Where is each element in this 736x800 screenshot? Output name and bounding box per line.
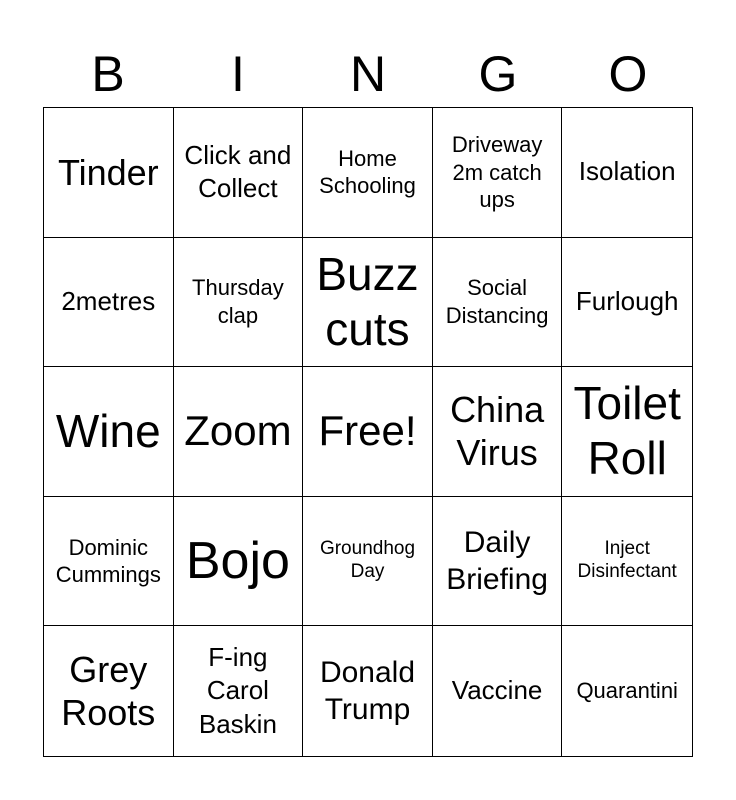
- bingo-cell[interactable]: Zoom: [174, 367, 304, 497]
- bingo-cell[interactable]: Groundhog Day: [303, 497, 433, 627]
- bingo-cell[interactable]: Isolation: [562, 108, 692, 238]
- bingo-cell[interactable]: Social Distancing: [433, 238, 563, 368]
- bingo-cell[interactable]: Home Schooling: [303, 108, 433, 238]
- bingo-cell[interactable]: Grey Roots: [44, 626, 174, 756]
- bingo-cell[interactable]: Dominic Cummings: [44, 497, 174, 627]
- bingo-cell[interactable]: Donald Trump: [303, 626, 433, 756]
- bingo-cell[interactable]: China Virus: [433, 367, 563, 497]
- bingo-cell[interactable]: F-ing Carol Baskin: [174, 626, 304, 756]
- bingo-cell[interactable]: Furlough: [562, 238, 692, 368]
- header-letter-b: B: [91, 46, 125, 102]
- header-letter-o: O: [608, 46, 648, 102]
- bingo-cell[interactable]: Free!: [303, 367, 433, 497]
- bingo-cell[interactable]: Tinder: [44, 108, 174, 238]
- bingo-cell[interactable]: Vaccine: [433, 626, 563, 756]
- bingo-cell[interactable]: Driveway 2m catch ups: [433, 108, 563, 238]
- bingo-cell[interactable]: Wine: [44, 367, 174, 497]
- header-letter-i: I: [231, 46, 245, 102]
- bingo-cell[interactable]: Daily Briefing: [433, 497, 563, 627]
- bingo-cell[interactable]: Thursday clap: [174, 238, 304, 368]
- bingo-cell[interactable]: Buzz cuts: [303, 238, 433, 368]
- bingo-cell[interactable]: Click and Collect: [174, 108, 304, 238]
- bingo-cell[interactable]: Toilet Roll: [562, 367, 692, 497]
- bingo-cell[interactable]: Bojo: [174, 497, 304, 627]
- bingo-header: [43, 40, 693, 108]
- bingo-board: [43, 107, 693, 757]
- bingo-cell[interactable]: 2metres: [44, 238, 174, 368]
- bingo-cell[interactable]: Quarantini: [576, 678, 678, 704]
- bingo-cell[interactable]: Inject Disinfectant: [562, 497, 692, 627]
- header-letter-n: N: [349, 46, 387, 102]
- header-letter-g: G: [478, 46, 518, 102]
